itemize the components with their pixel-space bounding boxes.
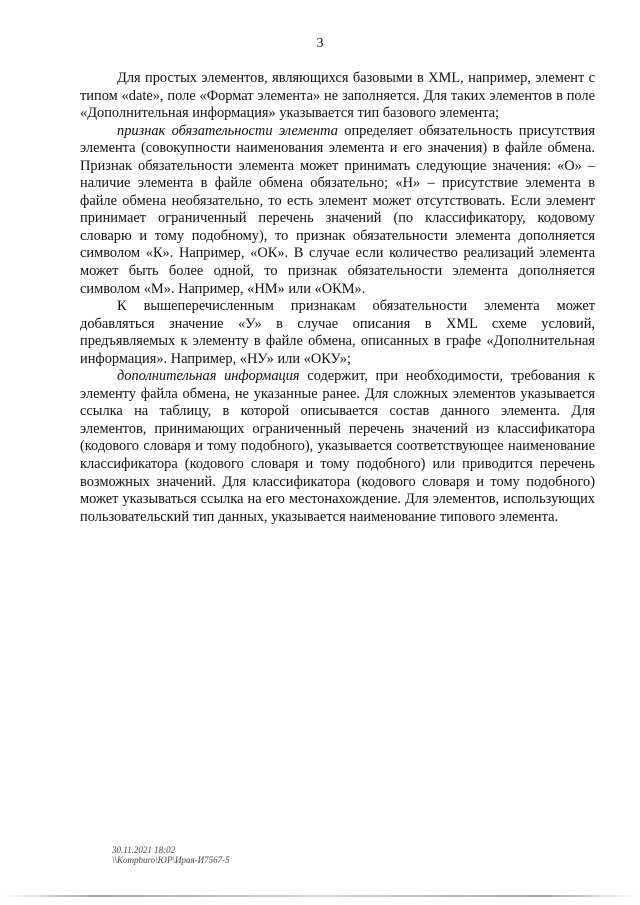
footer-stamp: [112, 845, 230, 865]
paragraph-text: содержит, при необходимости, требования к элементу файла обмена, не указанные ранее. Для сложных элементов указывается ссылка на таблицу, в которой описывается состав данного элемента. Для элементов, принимающих ограниченный перечень значений из классификатора (кодового словаря и тому подобного), указывается соответствующее наименование классификатора (кодового словаря и тому подобного) или приводится перечень возможных значений. Для классификатора (кодового словаря и тому подобного) может указываться ссылка на его местонахождение. Для элементов, использующих пользовательский тип данных, указывается наименование типового элемента.: [80, 368, 595, 525]
paragraph-text: К вышеперечисленным признакам обязательности элемента может добавляться значение «У» в случае описания в XML схеме условий, предъявляемых к элементу в файле обмена, описанных в графе «Дополнительная информация». Например, «НУ» или «ОКУ»;: [80, 298, 595, 367]
paragraph-additional-info: [80, 368, 595, 526]
paragraph-text: определяет обязательность присутствия элемента (совокупности наименования элемента и его значения) в файле обмена. Признак обязательности элемента может принимать следующие значения: «О» – наличие элемента в файле обмена обязательно; «Н» – присутствие элемента в файле обмена необязательно, то есть элемент может отсутствовать. Если элемент принимает ограниченный перечень значений (по классификатору, кодовому словарю и тому подобному), то признак обязательности элемента дополняется символом «К». Например, «ОК». В случае если количество реализаций элемента может быть более одной, то признак обязательности элемента дополняется символом «М». Например, «НМ» или «ОКМ».: [80, 122, 595, 297]
paragraph-base-elements: [80, 70, 595, 123]
footer-path: \\Kompburo\ЮР\Ирая-И7567-5: [112, 855, 230, 865]
paragraph-text: Для простых элементов, являющихся базовыми в XML, например, элемент с типом «date», поле «Формат элемента» не заполняется. Для таких элементов в поле «Дополнительная информация» указывается тип базового элемента;: [80, 70, 595, 122]
body-text: [80, 70, 595, 526]
paragraph-condition-value: [80, 298, 595, 368]
page-number: 3: [316, 36, 324, 51]
footer-date: 30.11.2021 18:02: [112, 845, 176, 855]
paragraph-term: дополнительная информация: [117, 368, 300, 385]
paragraph-required-attribute: [80, 123, 595, 298]
scan-edge-line: [0, 895, 640, 897]
paragraph-term: признак обязательности элемента: [117, 122, 338, 139]
